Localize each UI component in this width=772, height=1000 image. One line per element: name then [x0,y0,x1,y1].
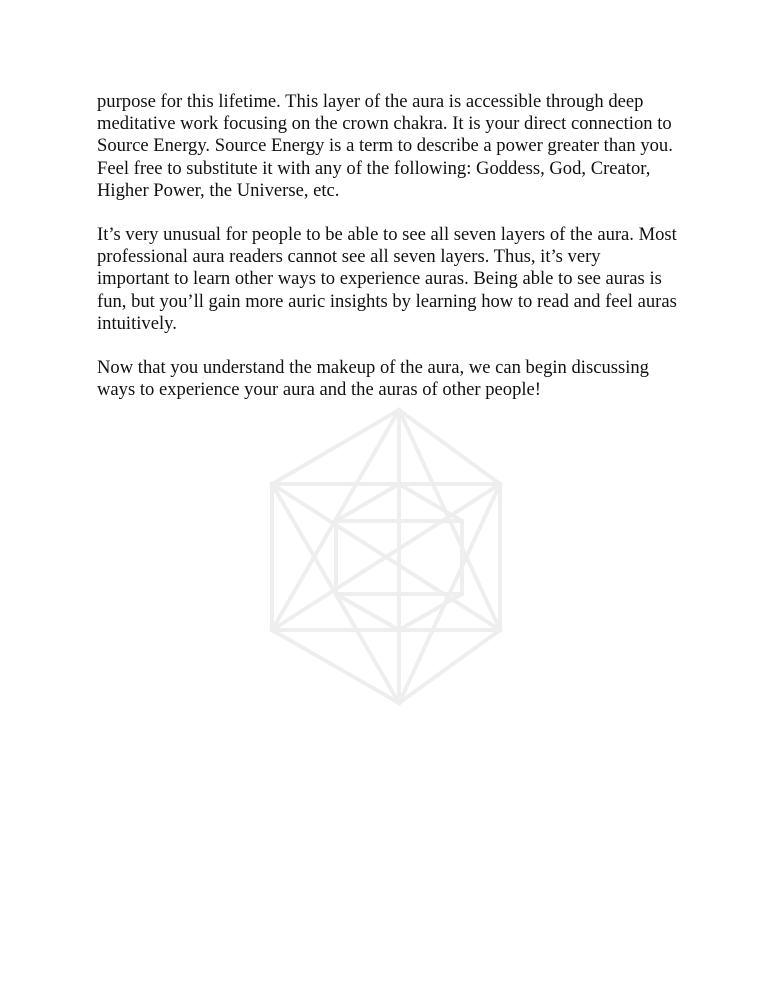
sacred-geometry-hexagon-icon [266,406,506,708]
paragraph-seven-layers: It’s very unusual for people to be able to see all seven layers of the aura. Most professional aura readers cannot see all seven layers. Thus, it’s very important to learn other ways to experience auras. Being able to see auras is fun, but you’ll gain more auric insights by learning how to read and feel auras intuitively. [97,224,677,334]
body-text [97,91,677,423]
paragraph-conclusion: Now that you understand the makeup of the aura, we can begin discussing ways to experience your aura and the auras of other people! [97,357,649,401]
paragraph-crown-layer: purpose for this lifetime. This layer of the aura is accessible through deep meditative work focusing on the crown chakra. It is your direct connection to Source Energy. Source Energy is a term to describe a power greater than you. Feel free to substitute it with any of the following: Goddess, God, Creator, Higher Power, the Universe, etc. [97,91,673,201]
